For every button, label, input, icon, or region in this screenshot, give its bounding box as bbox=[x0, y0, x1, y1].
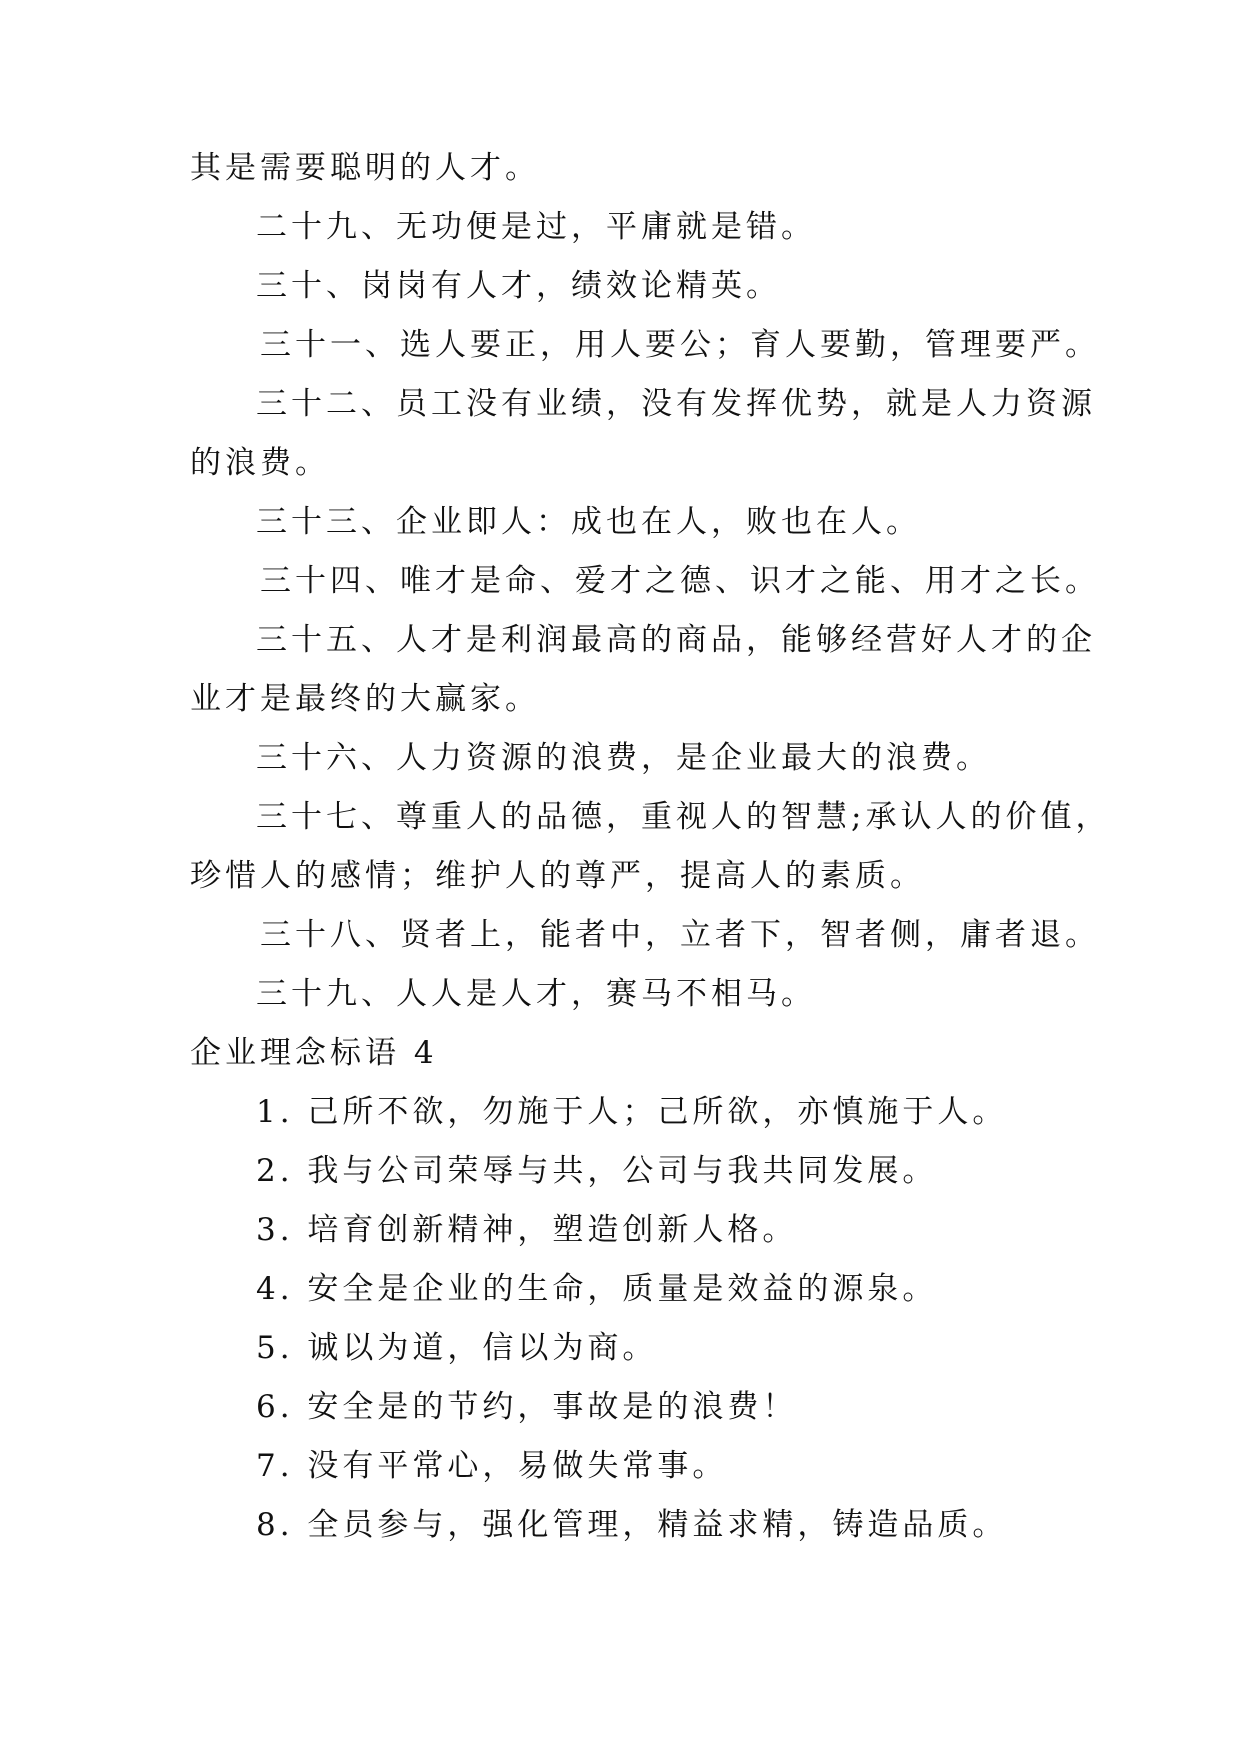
paragraph-line: 三十六、人力资源的浪费，是企业最大的浪费。 bbox=[256, 740, 991, 776]
paragraph-line: 业才是最终的大赢家。 bbox=[190, 681, 540, 717]
paragraph-line: 三十九、人人是人才，赛马不相马。 bbox=[256, 976, 816, 1012]
paragraph-line: 其是需要聪明的人才。 bbox=[190, 150, 540, 186]
paragraph-line: 二十九、无功便是过，平庸就是错。 bbox=[256, 209, 816, 245]
slogan-item: 4. 安全是企业的生命，质量是效益的源泉。 bbox=[256, 1271, 938, 1307]
paragraph-line: 三十、岗岗有人才，绩效论精英。 bbox=[256, 268, 781, 304]
slogan-item: 5. 诚以为道，信以为商。 bbox=[256, 1330, 658, 1366]
paragraph-line: 三十三、企业即人：成也在人，败也在人。 bbox=[256, 504, 921, 540]
section-heading: 企业理念标语 4 bbox=[190, 1035, 438, 1071]
slogan-item: 7. 没有平常心，易做失常事。 bbox=[256, 1448, 728, 1484]
paragraph-line: 三十五、人才是利润最高的商品，能够经营好人才的企 bbox=[256, 622, 1096, 658]
slogan-item: 3. 培育创新精神，塑造创新人格。 bbox=[256, 1212, 798, 1248]
slogan-item: 6. 安全是的节约，事故是的浪费！ bbox=[256, 1389, 798, 1425]
slogan-item: 2. 我与公司荣辱与共，公司与我共同发展。 bbox=[256, 1153, 938, 1189]
paragraph-line: 的浪费。 bbox=[190, 445, 330, 481]
paragraph-line: 三十七、尊重人的品德，重视人的智慧;承认人的价值， bbox=[256, 799, 1111, 835]
slogan-item: 1. 己所不欲，勿施于人；己所欲，亦慎施于人。 bbox=[256, 1094, 1008, 1130]
paragraph-line: 三十八、贤者上，能者中，立者下，智者侧，庸者退。 bbox=[260, 917, 1100, 953]
paragraph-line: 三十四、唯才是命、爱才之德、识才之能、用才之长。 bbox=[260, 563, 1100, 599]
paragraph-line: 三十一、选人要正，用人要公；育人要勤，管理要严。 bbox=[260, 327, 1100, 363]
paragraph-line: 珍惜人的感情；维护人的尊严，提高人的素质。 bbox=[190, 858, 925, 894]
paragraph-line: 三十二、员工没有业绩，没有发挥优势，就是人力资源 bbox=[256, 386, 1096, 422]
slogan-item: 8. 全员参与，强化管理，精益求精，铸造品质。 bbox=[256, 1507, 1008, 1543]
